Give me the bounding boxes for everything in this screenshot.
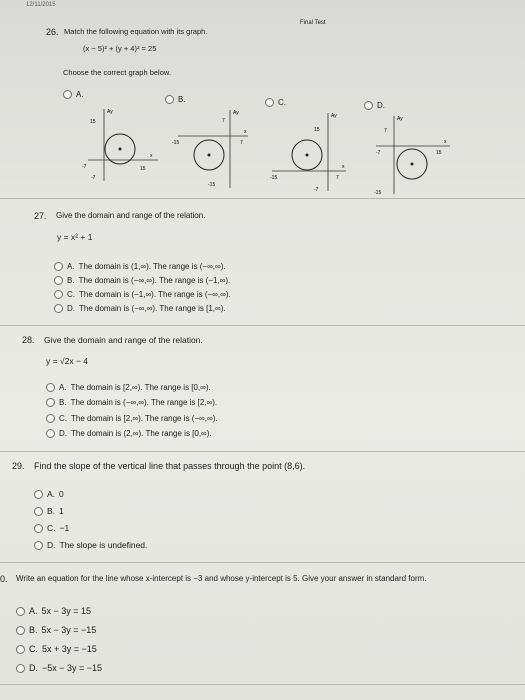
option-letter: A. xyxy=(59,383,67,392)
option-letter: D. xyxy=(29,663,38,673)
graph-right-tick: 15 xyxy=(140,166,146,172)
option-text: The domain is (−∞,∞). The range is [1,∞). xyxy=(79,304,226,313)
graph-x-label: x xyxy=(150,153,153,159)
radio-button[interactable] xyxy=(46,383,55,392)
radio-button[interactable] xyxy=(364,101,373,110)
q29-option-b[interactable] xyxy=(34,506,64,516)
graph-right-tick: 7 xyxy=(240,140,243,146)
q30-option-d[interactable] xyxy=(16,663,102,673)
option-label: A. xyxy=(76,90,84,99)
option-text: −5x − 3y = −15 xyxy=(42,663,103,673)
option-label: B. xyxy=(178,95,186,104)
option-text: The domain is [2,∞). The range is [0,∞). xyxy=(70,383,211,392)
option-letter: C. xyxy=(29,644,38,654)
q26-prompt: Match the following equation with its graph. xyxy=(64,27,208,36)
option-letter: B. xyxy=(29,625,38,635)
graph-b xyxy=(172,108,254,195)
radio-button[interactable] xyxy=(16,607,25,616)
q27-option-d[interactable] xyxy=(54,304,226,313)
radio-button[interactable] xyxy=(34,490,43,499)
graph-right-tick: 7 xyxy=(336,175,339,181)
option-text: The domain is [2,∞). The range is (−∞,∞). xyxy=(71,414,218,423)
q26-option-a[interactable] xyxy=(63,90,84,99)
graph-left-tick: -15 xyxy=(270,175,278,181)
q26-number: 26. xyxy=(46,27,59,37)
option-text: 5x + 3y = −15 xyxy=(42,644,97,654)
radio-button[interactable] xyxy=(16,645,25,654)
graph-bottom-tick: -15 xyxy=(374,190,382,196)
graph-y-label: Ay xyxy=(397,116,403,122)
q30-option-a[interactable] xyxy=(16,606,91,616)
q27-option-a[interactable] xyxy=(54,262,226,271)
q27-option-c[interactable] xyxy=(54,290,231,299)
q29-option-c[interactable] xyxy=(34,523,69,533)
q30-number: 0. xyxy=(0,574,8,584)
radio-button[interactable] xyxy=(54,276,63,285)
graph-c xyxy=(268,111,350,198)
option-letter: D. xyxy=(67,304,75,313)
option-text: The slope is undefined. xyxy=(59,540,148,550)
option-letter: D. xyxy=(59,429,67,438)
divider xyxy=(0,562,525,563)
option-text: The domain is (−∞,∞). The range is [2,∞). xyxy=(70,398,218,407)
option-text: −1 xyxy=(59,523,70,533)
header-title: Final Test xyxy=(300,20,326,26)
graph-x-label: x xyxy=(244,129,247,135)
q29-prompt: Find the slope of the vertical line that passes through the point (8,6). xyxy=(34,461,306,471)
header-date: 12/11/2015 xyxy=(26,2,56,8)
option-letter: A. xyxy=(67,262,75,271)
option-letter: C. xyxy=(47,523,56,533)
q30-option-b[interactable] xyxy=(16,625,96,635)
option-label: D. xyxy=(377,101,385,110)
option-letter: B. xyxy=(47,506,56,516)
option-text: 5x − 3y = −15 xyxy=(41,625,97,635)
q26-option-c[interactable] xyxy=(265,98,286,107)
radio-button[interactable] xyxy=(34,507,43,516)
divider xyxy=(0,451,525,452)
graph-top-tick: 15 xyxy=(90,119,96,125)
q27-equation: y = x² + 1 xyxy=(57,232,93,242)
graph-d xyxy=(372,114,454,201)
radio-button[interactable] xyxy=(16,664,25,673)
option-letter: C. xyxy=(67,290,75,299)
radio-button[interactable] xyxy=(34,541,43,550)
q28-number: 28. xyxy=(22,335,35,345)
option-text: 0 xyxy=(59,489,64,499)
option-text: 5x − 3y = 15 xyxy=(41,606,92,616)
divider xyxy=(0,198,525,199)
q28-option-a[interactable] xyxy=(46,383,211,392)
graph-y-label: Ay xyxy=(107,109,113,115)
divider xyxy=(0,325,525,326)
radio-button[interactable] xyxy=(34,524,43,533)
graph-x-label: x xyxy=(342,164,345,170)
graph-top-tick: 7 xyxy=(222,118,225,124)
q28-option-d[interactable] xyxy=(46,429,212,438)
radio-button[interactable] xyxy=(54,304,63,313)
option-letter: B. xyxy=(59,398,67,407)
graph-left-tick: -15 xyxy=(172,140,180,146)
radio-button[interactable] xyxy=(46,398,55,407)
graph-bottom-tick: -15 xyxy=(208,182,216,188)
option-letter: D. xyxy=(47,540,56,550)
option-text: The domain is (1,∞). The range is (−∞,∞). xyxy=(78,262,226,271)
option-label: C. xyxy=(278,98,286,107)
graph-left-tick: -7 xyxy=(376,150,381,156)
option-text: The domain is (−1,∞). The range is (−∞,∞). xyxy=(79,290,231,299)
graph-bottom-tick: -7 xyxy=(314,187,319,193)
q27-option-b[interactable] xyxy=(54,276,230,285)
radio-button[interactable] xyxy=(54,290,63,299)
option-letter: C. xyxy=(59,414,67,423)
q28-option-c[interactable] xyxy=(46,414,218,423)
option-text: The domain is (−∞,∞). The range is (−1,∞). xyxy=(78,276,231,285)
divider xyxy=(0,684,525,685)
q30-prompt: Write an equation for the line whose x-intercept is −3 and whose y-intercept is 5. Give your answer in standard form. xyxy=(16,574,427,583)
option-letter: A. xyxy=(29,606,38,616)
graph-top-tick: 15 xyxy=(314,127,320,133)
graph-top-tick: 7 xyxy=(384,128,387,134)
radio-button[interactable] xyxy=(265,98,274,107)
option-letter: B. xyxy=(67,276,75,285)
q27-prompt: Give the domain and range of the relation. xyxy=(56,211,206,220)
q26-option-b[interactable] xyxy=(165,95,186,104)
q29-number: 29. xyxy=(12,461,25,471)
radio-button[interactable] xyxy=(165,95,174,104)
radio-button[interactable] xyxy=(46,414,55,423)
graph-x-label: x xyxy=(444,139,447,145)
graph-y-label: Ay xyxy=(233,110,239,116)
graph-a xyxy=(78,105,160,188)
graph-y-label: Ay xyxy=(331,113,337,119)
radio-button[interactable] xyxy=(16,626,25,635)
graph-bottom-tick: -7 xyxy=(91,175,96,181)
q28-prompt: Give the domain and range of the relation. xyxy=(44,335,203,345)
radio-button[interactable] xyxy=(63,90,72,99)
option-text: The domain is (2,∞). The range is [0,∞). xyxy=(71,429,212,438)
q28-equation: y = √2x − 4 xyxy=(46,356,88,366)
radio-button[interactable] xyxy=(54,262,63,271)
q26-equation: (x − 5)² + (y + 4)² = 25 xyxy=(83,44,157,53)
option-text: 1 xyxy=(59,506,64,516)
q28-option-b[interactable] xyxy=(46,398,217,407)
q30-option-c[interactable] xyxy=(16,644,97,654)
q26-instruction: Choose the correct graph below. xyxy=(63,68,171,77)
q29-option-a[interactable] xyxy=(34,489,64,499)
q27-number: 27. xyxy=(34,211,47,221)
q26-option-d[interactable] xyxy=(364,101,385,110)
q29-option-d[interactable] xyxy=(34,540,147,550)
radio-button[interactable] xyxy=(46,429,55,438)
graph-left-tick: -7 xyxy=(82,164,87,170)
graph-right-tick: 15 xyxy=(436,150,442,156)
option-letter: A. xyxy=(47,489,56,499)
